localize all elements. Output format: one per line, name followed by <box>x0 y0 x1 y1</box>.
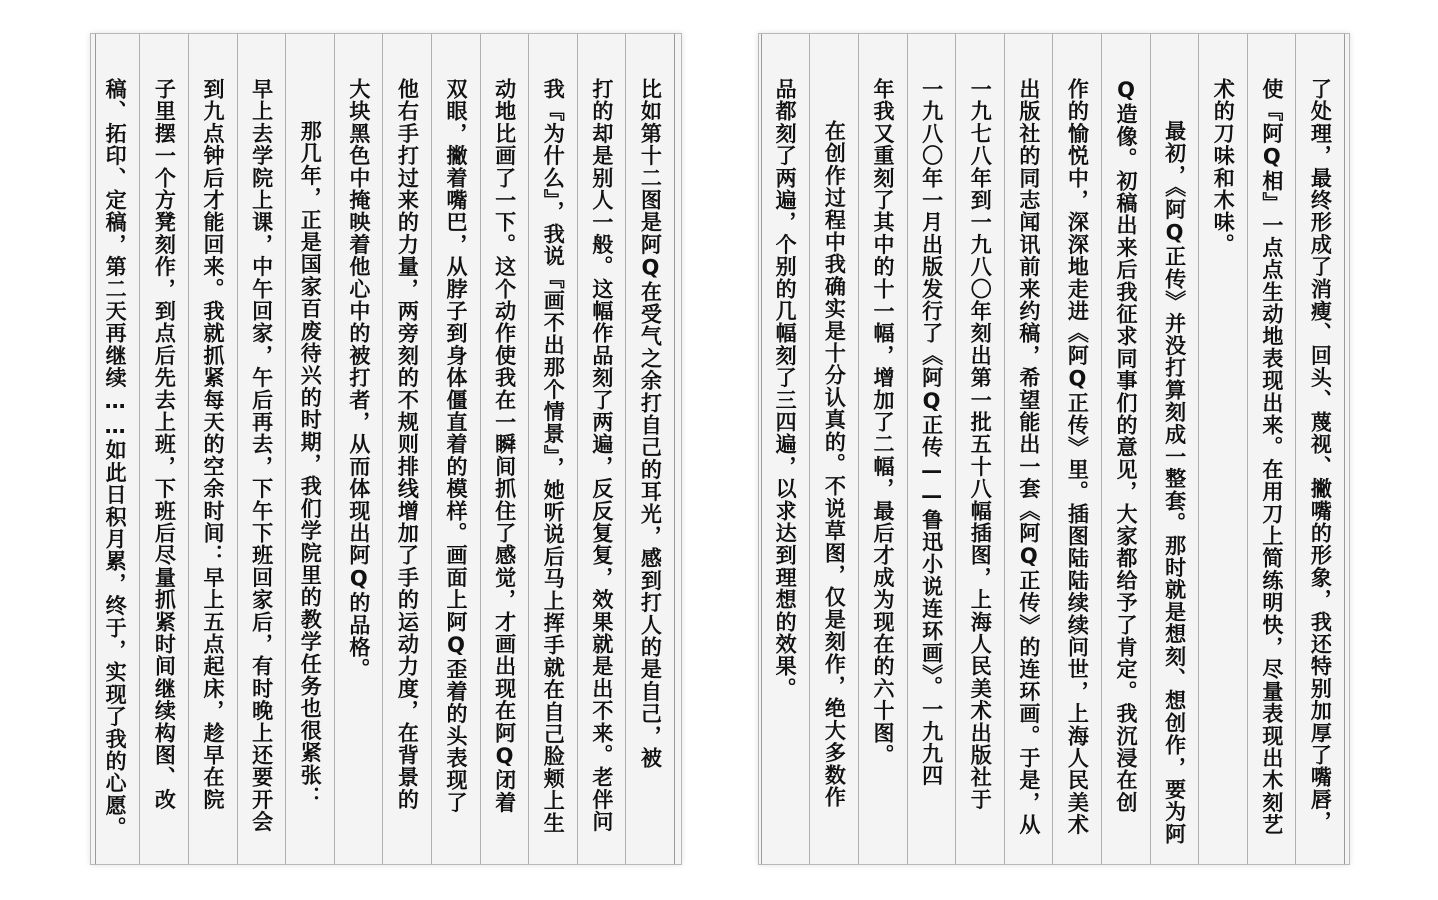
text-column <box>139 34 188 864</box>
text-column <box>809 34 858 864</box>
text-column <box>188 34 237 864</box>
text-column <box>858 34 907 864</box>
text-column <box>1101 34 1150 864</box>
text-column <box>528 34 577 864</box>
text-column <box>382 34 431 864</box>
text-column <box>431 34 480 864</box>
column-text: 年我又重刻了其中的十一幅，增加了二幅，最后才成为现在的六十图。 <box>871 78 896 767</box>
column-text: 子里摆一个方凳刻作，到点后先去上班，下班后尽量抓紧时间继续构图、改 <box>152 78 177 811</box>
right-page <box>758 33 1350 865</box>
text-column <box>761 34 810 864</box>
text-column <box>237 34 286 864</box>
column-text: 术的刀味和木味。 <box>1211 78 1236 256</box>
column-text: 稿、拓印、定稿，第二天再继续……如此日积月累，终于，实现了我的心愿。 <box>103 78 128 839</box>
column-text: Q造像。初稿出来后我征求同事们的意见，大家都给予了肯定。我沉浸在创 <box>1114 78 1139 814</box>
column-text: 早上去学院上课，中午回家，午后再去，下午下班回家后，有时晚上还要开会 <box>249 78 274 833</box>
text-column <box>91 34 140 864</box>
column-text: 那几年，正是国家百废待兴的时期，我们学院里的教学任务也很紧张： <box>298 120 323 809</box>
column-text: 比如第十二图是阿Q在受气之余打自己的耳光，感到打人的是自己，被 <box>638 78 663 770</box>
column-text: 一九七八年到一九八〇年刻出第一批五十八幅插图，上海人民美术出版社于 <box>968 78 993 811</box>
text-column <box>1198 34 1247 864</box>
column-text: 品都刻了两遍，个别的几幅刻了三四遍，以求达到理想的效果。 <box>773 78 798 700</box>
column-text: 到九点钟后才能回来。我就抓紧每天的空余时间：早上五点起床，趁早在院 <box>201 78 226 811</box>
text-column <box>1247 34 1296 864</box>
column-text: 出版社的同志闻讯前来约稿，希望能出一套《阿Q正传》的连环画。于是，从 <box>1016 78 1041 836</box>
text-column <box>1004 34 1053 864</box>
column-text: 一九八〇年一月出版发行了《阿Q正传——鲁迅小说连环画》。一九九四 <box>919 78 944 787</box>
column-text: 大块黑色中掩映着他心中的被打者，从而体现出阿Q的品格。 <box>346 78 371 681</box>
column-text: 动地比画了一下。这个动作使我在一瞬间抓住了感觉，才画出现在阿Q闭着 <box>492 78 517 814</box>
text-column <box>285 34 334 864</box>
text-column <box>955 34 1004 864</box>
column-text: 使『阿Q相』一点点生动地表现出来。在用刀上简练明快，尽量表现出木刻艺 <box>1259 78 1284 836</box>
left-page-frame <box>95 34 675 864</box>
text-column <box>1052 34 1101 864</box>
column-text: 作的愉悦中，深深地走进《阿Q正传》里。插图陆陆续续问世，上海人民美术 <box>1065 78 1090 836</box>
text-column <box>1295 34 1344 864</box>
text-column <box>577 34 626 864</box>
text-column <box>334 34 383 864</box>
left-page <box>90 33 682 865</box>
text-column <box>907 34 956 864</box>
text-column <box>1150 34 1199 864</box>
column-text: 最初，《阿Q正传》并没打算刻成一整套。那时就是想刻、想创作，要为阿 <box>1162 120 1187 846</box>
column-text: 了处理，最终形成了消瘦、回头、蔑视、撇嘴的形象，我还特别加厚了嘴唇， <box>1308 78 1333 833</box>
column-text: 我『为什么』，我说『画不出那个情景』，她听说后马上挥手就在自己脸颊上生 <box>541 78 566 834</box>
column-text: 他右手打过来的力量，两旁刻的不规则排线增加了手的运动力度，在背景的 <box>395 78 420 811</box>
column-text: 双眼，撇着嘴巴，从脖子到身体僵直着的模样。画面上阿Q歪着的头表现了 <box>444 78 469 814</box>
right-page-frame <box>761 34 1345 864</box>
text-column <box>625 34 674 864</box>
column-text: 在创作过程中我确实是十分认真的。不说草图，仅是刻作，绝大多数作 <box>822 120 847 809</box>
column-text: 打的却是别人一般。这幅作品刻了两遍，反反复复，效果就是出不来。老伴问 <box>589 78 614 833</box>
text-column <box>480 34 529 864</box>
